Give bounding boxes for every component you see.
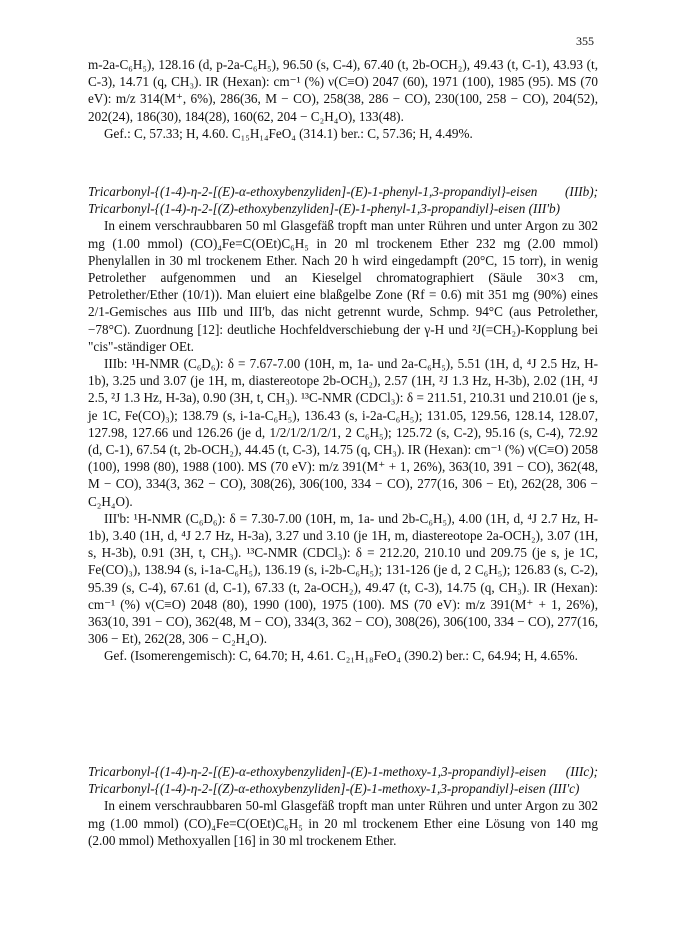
section-1-paragraph-2: IIIb: ¹H-NMR (C₆D₆): δ = 7.67-7.00 (10H, m, 1a- und 2a-C₆H₅), 5.51 (1H, d, ⁴J 2.5 Hz, H-1b), 3.25 und 3.07 (je 1H, m, diastereotope 2b-OCH₂), 2.57 (1H, ²J 1.3 Hz, H-3b), 2.02 (1H, ⁴J 2.5, ²J 1.3 Hz, H-3a), 0.90 (3H, t, CH₃). ¹³C-NMR (CDCl₃): δ = 211.51, 210.31 und 210.01 (je s, je 1C, Fe(CO)₃); 138.79 (s, i-1a-C₆H₅), 136.43 (s, i-2a-C₆H₅); 131.05, 129.56, 128.14, 128.07, 127.98, 127.66 und 126.26 (je d, 1/2/1/2/1/2/1, 2 C₆H₅); 125.72 (s, C-2), 95.16 (s, C-4), 72.92 (d, C-1), 67.54 (t, 2b-OCH₂), 44.45 (t, C-3), 14.75 (q, CH₃). IR (Hexan): cm⁻¹ (%) ν(C≡O) 2058 (100), 1998 (80), 1988 (100). MS (70 eV): m/z 391(M⁺ + 1, 26%), 363(10, 391 − CO), 362(48, M − CO), 334(3, 362 − CO), 308(26), 306(100, 334 − CO), 277(16, 306 − Et), 262(28, 306 − C₂H₄O). (88, 356, 599, 509)
top-section (88, 56, 598, 142)
top-paragraph-1: m-2a-C₆H₅), 128.16 (d, p-2a-C₆H₅), 96.50 (s, C-4), 67.40 (t, 2b-OCH₂), 49.43 (t, C-1), 43.93 (t, C-3), 14.71 (q, CH₃). IR (Hexan): cm⁻¹ (%) ν(C≡O) 2047 (60), 1971 (100), 1985 (95). MS (70 eV): m/z 314(M⁺, 6%), 286(36, M − CO), 258(38, 286 − CO), 230(100, 258 − CO), 204(52), 202(24), 186(30), 184(28), 160(62, 204 − C₂H₄O), 133(48). (88, 57, 598, 124)
section-1-paragraph-1: In einem verschraubbaren 50 ml Glasgefäß tropft man unter Rühren und unter Argon zu 302 mg (1.00 mmol) (CO)₄Fe=C(OEt)C₆H₅ in 20 ml trockenem Ether 232 mg (2.00 mmol) Phenylallen in 30 ml trockenem Ether. Nach 20 h wird eingedampft (20°C, 15 torr), in wenig Petrolether aufgenommen und an Kieselgel chromatographiert (Säule 30×3 cm, Petrolether/Ether (10/1)). Man eluiert eine blaßgelbe Zone (Rf = 0.6) mit 351 mg (90%) eines 2/1-Gemisches aus IIIb und III'b, das nicht getrennt wurde, Schmp. 94°C (aus Petrolether, −78°C). Zuordnung [12]: deutliche Hochfeldverschiebung der γ-H und ²J(=CH₂)-Kopplung bei "cis"-ständiger OEt. (88, 218, 598, 354)
section-1-paragraph-4: Gef. (Isomerengemisch): C, 64.70; H, 4.61. C₂₁H₁₈FeO₄ (390.2) ber.: C, 64.94; H, 4.65%. (104, 648, 578, 664)
page-number: 355 (576, 34, 594, 48)
section-1 (88, 183, 598, 665)
section-1-paragraph-3: III'b: ¹H-NMR (C₆D₆): δ = 7.30-7.00 (10H, m, 1a- und 2b-C₆H₅), 4.00 (1H, d, ⁴J 2.7 Hz, H-1b), 3.40 (1H, d, ⁴J 2.7 Hz, H-3a), 3.27 und 3.10 (je 1H, m, diastereotope 2a-OCH₂), 3.07 (1H, s, H-3b), 0.91 (3H, t, CH₃). ¹³C-NMR (CDCl₃): δ = 212.20, 210.10 und 209.75 (je s, je 1C, Fe(CO)₃), 138.94 (s, i-1a-C₆H₅), 136.19 (s, i-2b-C₆H₅); 131-126 (je d, 2 C₆H₅); 126.83 (s, C-2), 95.39 (s, C-4), 67.61 (d, C-1), 67.33 (t, 2a-OCH₂), 49.47 (t, C-3), 14.75 (q, CH₃). IR (Hexan): cm⁻¹ (%) ν(C≡O) 2048 (80), 1990 (100), 1975 (100). MS (70 eV): m/z 391(M⁺ + 1, 26%), 363(10, 391 − CO), 362(48, M − CO), 334(3, 362 − CO), 308(26), 306(100, 334 − CO), 277(16, 306 − Et), 262(28, 306 − C₂H₄O). (88, 510, 598, 647)
section-2-heading: Tricarbonyl-{(1-4)-η-2-[(E)-α-ethoxybenzyliden]-(E)-1-methoxy-1,3-propandiyl}-eisen (IIIc); Tricarbonyl-{(1-4)-η-2-[(Z)-α-ethoxybenzyliden]-(E)-1-methoxy-1,3-propandiyl}-eisen (III'c) (88, 764, 598, 797)
top-paragraph-2: Gef.: C, 57.33; H, 4.60. C₁₅H₁₄FeO₄ (314.1) ber.: C, 57.36; H, 4.49%. (104, 125, 473, 141)
section-2 (88, 763, 598, 849)
section-2-paragraph-1: In einem verschraubbaren 50-ml Glasgefäß tropft man unter Rühren und unter Argon zu 302 mg (1.00 mmol) (CO)₄Fe=C(OEt)C₆H₅ in 20 ml trockenem Ether eine Lösung von 140 mg (2.00 mmol) Methoxyallen [16] in 30 ml trockenem Ether. (88, 798, 598, 848)
section-1-heading: Tricarbonyl-{(1-4)-η-2-[(E)-α-ethoxybenzyliden]-(E)-1-phenyl-1,3-propandiyl}-eisen (IIIb); Tricarbonyl-{(1-4)-η-2-[(Z)-ethoxybenzyliden]-(E)-1-phenyl-1,3-propandiyl}-eisen (III'b) (88, 184, 598, 217)
